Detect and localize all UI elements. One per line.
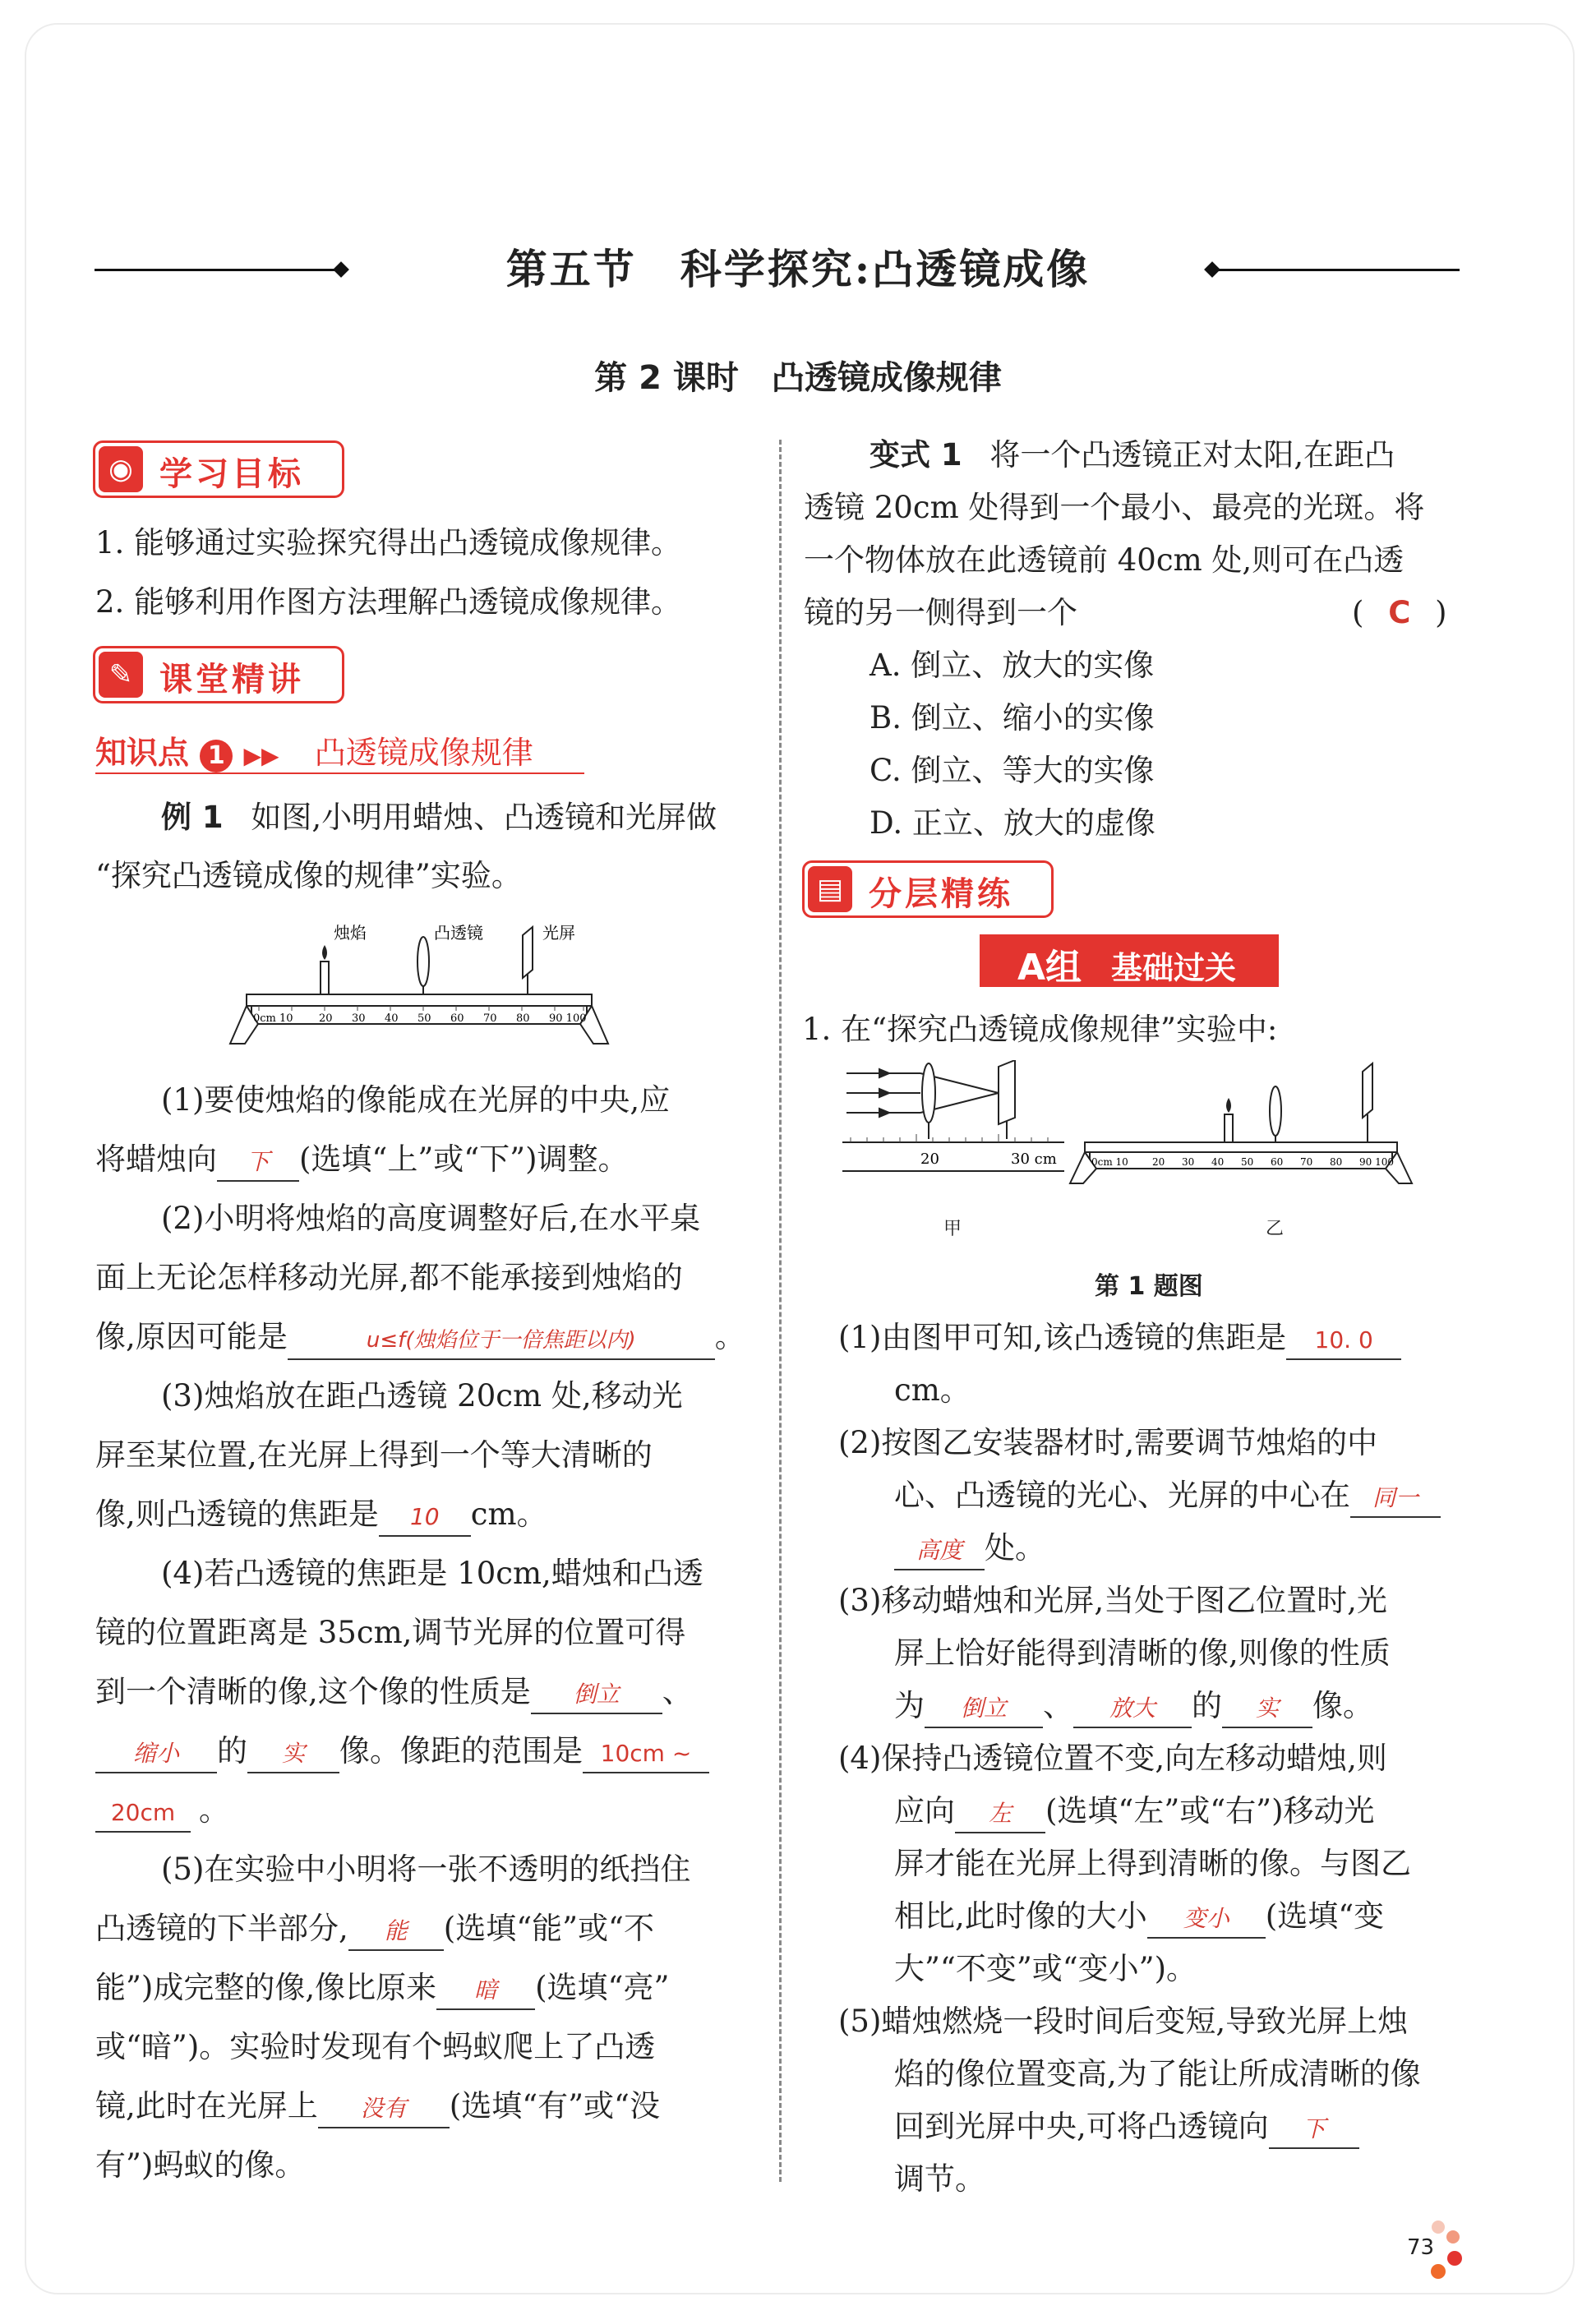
screen-label: 光屏	[542, 923, 575, 943]
variant-line-3: 一个物体放在此透镜前 40cm 处,则可在凸透	[804, 542, 1405, 578]
screen-shape	[523, 927, 533, 994]
example-label: 例 1	[161, 800, 224, 835]
p3-text-1: 为	[894, 1688, 925, 1723]
variant-text-1: 将一个凸透镜正对太阳,在距凸	[989, 437, 1395, 473]
q3-line-a: (3)烛焰放在距凸透镜 20cm 处,移动光	[161, 1378, 683, 1413]
double-arrow-icon: ▶▶	[243, 742, 279, 769]
q2-text-2: 。	[714, 1319, 745, 1354]
yi-tick-90: 90 100	[1359, 1156, 1394, 1168]
figure-yi	[1060, 1060, 1422, 1200]
p1-answer: 10. 0	[1286, 1322, 1401, 1360]
q5-line-d: 或“暗”)。实验时发现有个蚂蚁爬上了凸透	[95, 2029, 656, 2064]
q3-answer: 10	[379, 1499, 471, 1537]
p3-answer-1: 倒立	[925, 1690, 1043, 1728]
jia-tick-20: 20	[920, 1151, 939, 1168]
q1-line-b	[95, 1130, 629, 1189]
p5-line-b: 焰的像位置变高,为了能让所成清晰的像	[894, 2056, 1421, 2091]
yi-bench-top	[1085, 1142, 1397, 1152]
q2-text-1: 像,原因可能是	[95, 1319, 288, 1354]
objective-2: 2. 能够利用作图方法理解凸透镜成像规律。	[95, 584, 682, 620]
q4-line-d	[95, 1722, 709, 1781]
variant-line-1	[869, 426, 1395, 485]
column-divider	[779, 440, 782, 2182]
q5-text-2: (选填“能”或“不	[443, 1911, 654, 1946]
p2-line-a: (2)按图乙安装器材时,需要调节烛焰的中	[838, 1425, 1378, 1460]
example-line-1	[161, 788, 717, 847]
bench-tick-50: 50	[417, 1012, 431, 1025]
q2-line-c	[95, 1307, 745, 1367]
pencil-icon: ✎	[99, 652, 143, 698]
q4-line-b: 镜的位置距离是 35cm,调节光屏的位置可得	[95, 1615, 686, 1650]
bracket-open: (	[1352, 595, 1364, 630]
title-rule-right	[1213, 269, 1460, 271]
jia-screen	[999, 1060, 1015, 1124]
practice-badge	[802, 860, 1054, 918]
p5-answer: 下	[1269, 2111, 1359, 2149]
yi-tick-60: 60	[1271, 1156, 1284, 1168]
figure-yi-label: 乙	[1266, 1219, 1285, 1239]
q2-line-b: 面上无论怎样移动光屏,都不能承接到烛焰的	[95, 1260, 683, 1295]
bench-tick-90: 90 100	[549, 1012, 587, 1025]
q1-text-1: 将蜡烛向	[95, 1141, 217, 1177]
candle-label: 烛焰	[334, 923, 367, 943]
objectives-badge-label: 学习目标	[159, 455, 304, 493]
q1-line-a: (1)要使烛焰的像能成在光屏的中央,应	[161, 1082, 671, 1118]
example-line-2: “探究凸透镜成像的规律”实验。	[95, 858, 522, 893]
q4-text-5: 。	[199, 1792, 229, 1828]
p1-text-1: (1)由图甲可知,该凸透镜的焦距是	[838, 1320, 1287, 1355]
p2-text-1: 心、凸透镜的光心、光屏的中心在	[894, 1478, 1350, 1513]
p3-line-b: 屏上恰好能得到清晰的像,则像的性质	[894, 1635, 1391, 1671]
p3-text-4: 像。	[1312, 1688, 1373, 1723]
bracket-close: )	[1435, 595, 1447, 630]
q3-text-2: cm。	[470, 1496, 547, 1532]
q4-answer-1: 倒立	[531, 1676, 662, 1714]
jia-tick-30: 30 cm	[1011, 1151, 1057, 1168]
p4-line-c: 屏才能在光屏上得到清晰的像。与图乙	[894, 1846, 1411, 1881]
knowledge-point-label: 知识点	[95, 735, 190, 771]
q5-text-3: 能”)成完整的像,像比原来	[95, 1970, 437, 2005]
variant-line-4: 镜的另一侧得到一个	[804, 595, 1077, 630]
jia-ruler-ticks	[851, 1134, 1048, 1142]
knowledge-point-title: 凸透镜成像规律	[314, 735, 533, 771]
figure-caption: 第 1 题图	[1095, 1272, 1203, 1301]
variant-option-c: C. 倒立、等大的实像	[869, 753, 1155, 788]
example-text-1: 如图,小明用蜡烛、凸透镜和光屏做	[251, 800, 717, 835]
p3-text-2: 、	[1043, 1688, 1073, 1723]
p3-line-c	[894, 1676, 1373, 1736]
p5-line-c	[894, 2097, 1359, 2156]
q5-line-c	[95, 1958, 669, 2018]
q1-answer: 下	[217, 1144, 299, 1182]
lesson-subtitle: 第 2 课时 凸透镜成像规律	[594, 359, 1002, 397]
p4-answer-1: 左	[955, 1796, 1045, 1833]
group-a-label: A组	[1017, 947, 1082, 989]
q5-line-e	[95, 2077, 660, 2136]
q5-text-5: 镜,此时在光屏上	[95, 2088, 318, 2124]
bench-tick-60: 60	[450, 1012, 464, 1025]
p2-text-2: 处。	[985, 1530, 1045, 1566]
yi-tick-50: 50	[1241, 1156, 1254, 1168]
q4-answer-3: 实	[247, 1736, 339, 1773]
bench-tick-0: 0cm 10	[253, 1012, 293, 1025]
knowledge-point-number: 1	[200, 740, 233, 772]
q4-answer-4b: 20cm	[95, 1795, 191, 1833]
lens-shape	[417, 937, 429, 994]
q4-text-4: 像。像距的范围是	[339, 1733, 583, 1769]
p4-line-a: (4)保持凸透镜位置不变,向左移动蜡烛,则	[838, 1741, 1387, 1776]
q4-answer-4a: 10cm ~	[583, 1736, 709, 1773]
candle-shape	[321, 945, 329, 994]
q4-line-c	[95, 1662, 693, 1722]
q3-line-b: 屏至某位置,在光屏上得到一个等大清晰的	[95, 1437, 653, 1473]
q5-answer-2: 暗	[436, 1972, 535, 2010]
bench-tick-40: 40	[385, 1012, 399, 1025]
bench-tick-80: 80	[516, 1012, 530, 1025]
figure-jia	[838, 1060, 1077, 1183]
lens-label: 凸透镜	[434, 923, 483, 943]
q2-answer: u≤f(烛焰位于一倍焦距以内)	[288, 1322, 715, 1360]
yi-tick-0: 0cm 10	[1091, 1156, 1128, 1168]
q5-line-a: (5)在实验中小明将一张不透明的纸挡住	[161, 1852, 691, 1887]
p4-text-4: (选填“变	[1265, 1898, 1385, 1934]
yi-tick-40: 40	[1211, 1156, 1225, 1168]
practice-stem: 1. 在“探究凸透镜成像规律”实验中:	[802, 1012, 1278, 1047]
p4-text-3: 相比,此时像的大小	[894, 1898, 1147, 1934]
lecture-badge	[93, 646, 344, 703]
p2-line-c	[894, 1519, 1045, 1578]
q5-text-1: 凸透镜的下半部分,	[95, 1911, 348, 1946]
page-number: 73	[1407, 2235, 1435, 2260]
q4-text-2: 、	[662, 1674, 693, 1709]
p5-line-a: (5)蜡烛燃烧一段时间后变短,导致光屏上烛	[838, 2004, 1409, 2039]
variant-line-2: 透镜 20cm 处得到一个最小、最亮的光斑。将	[804, 490, 1425, 525]
p4-line-b	[894, 1782, 1375, 1841]
yi-candle	[1225, 1098, 1233, 1142]
p4-text-1: 应向	[894, 1793, 955, 1828]
variant-option-b: B. 倒立、缩小的实像	[869, 700, 1155, 736]
q5-answer-3: 没有	[318, 2091, 450, 2128]
q4-text-1: 到一个清晰的像,这个像的性质是	[95, 1674, 531, 1709]
p4-line-d	[894, 1887, 1384, 1946]
example-optical-bench-figure	[222, 912, 616, 1060]
objectives-badge	[93, 440, 344, 498]
knowledge-point-heading	[95, 727, 533, 772]
p5-text-1: 回到光屏中央,可将凸透镜向	[894, 2109, 1269, 2144]
p1-line-a	[838, 1308, 1401, 1367]
q5-line-f: 有”)蚂蚁的像。	[95, 2147, 306, 2183]
student-icon: ◉	[99, 446, 143, 492]
printer-icon: ▤	[808, 866, 852, 912]
q5-answer-1: 能	[348, 1913, 444, 1951]
variant-option-d: D. 正立、放大的虚像	[869, 805, 1155, 841]
p4-answer-2: 变小	[1147, 1901, 1266, 1939]
q2-line-a: (2)小明将烛焰的高度调整好后,在水平桌	[161, 1201, 701, 1236]
p2-answer-2: 高度	[894, 1533, 985, 1570]
bench-top	[247, 994, 592, 1006]
p1-line-b: cm。	[894, 1372, 971, 1408]
q4-answer-2: 缩小	[95, 1736, 217, 1773]
yi-tick-80: 80	[1330, 1156, 1343, 1168]
bench-tick-30: 30	[352, 1012, 366, 1025]
q3-line-c	[95, 1485, 547, 1544]
q5-text-4: (选填“亮”	[535, 1970, 670, 2005]
yi-tick-20: 20	[1152, 1156, 1165, 1168]
p3-text-3: 的	[1192, 1688, 1222, 1723]
variant-answer: C	[1388, 595, 1411, 630]
p4-text-2: (选填“左”或“右”)移动光	[1045, 1793, 1375, 1828]
variant-answer-bracket	[1352, 583, 1447, 643]
bench-tick-20: 20	[319, 1012, 333, 1025]
p4-line-e: 大”“不变”或“变小”)。	[894, 1951, 1197, 1986]
yi-tick-30: 30	[1182, 1156, 1195, 1168]
variant-option-a: A. 倒立、放大的实像	[869, 648, 1155, 683]
yi-tick-70: 70	[1300, 1156, 1313, 1168]
p5-line-d: 调节。	[894, 2161, 985, 2197]
practice-badge-label: 分层精练	[869, 875, 1013, 913]
q4-line-a: (4)若凸透镜的焦距是 10cm,蜡烛和凸透	[161, 1556, 703, 1591]
figure-jia-label: 甲	[943, 1219, 962, 1239]
group-a-banner	[980, 934, 1279, 987]
q5-text-6: (选填“有”或“没	[449, 2088, 660, 2124]
q4-line-e	[95, 1781, 229, 1840]
q3-text-1: 像,则凸透镜的焦距是	[95, 1496, 379, 1532]
p2-answer-1: 同一	[1350, 1480, 1441, 1518]
p3-line-a: (3)移动蜡烛和光屏,当处于图乙位置时,光	[838, 1583, 1387, 1618]
bench-tick-70: 70	[483, 1012, 497, 1025]
q5-line-b	[95, 1899, 654, 1958]
q4-text-3: 的	[217, 1733, 247, 1769]
p3-answer-2: 放大	[1073, 1690, 1192, 1728]
knowledge-point-underline	[95, 772, 584, 774]
section-title: 第五节 科学探究:凸透镜成像	[505, 245, 1091, 293]
yi-lens	[1270, 1086, 1281, 1142]
p2-line-b	[894, 1466, 1441, 1525]
group-a-title: 基础过关	[1111, 950, 1237, 986]
variant-label: 变式 1	[869, 437, 962, 473]
q1-text-2: (选填“上”或“下”)调整。	[299, 1141, 629, 1177]
jia-lens	[922, 1063, 935, 1123]
yi-screen	[1363, 1063, 1372, 1142]
objective-1: 1. 能够通过实验探究得出凸透镜成像规律。	[95, 525, 682, 560]
p3-answer-3: 实	[1222, 1690, 1312, 1728]
lecture-badge-label: 课堂精讲	[159, 661, 304, 699]
